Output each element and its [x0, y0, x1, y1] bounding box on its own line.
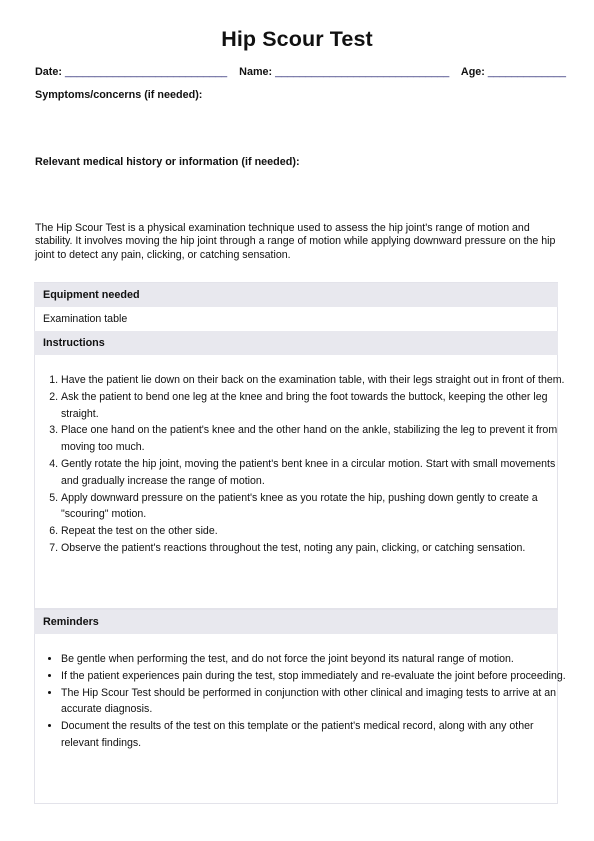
instruction-step: 5. Apply downward pressure on the patient's knee as you rotate the hip, pushing down gently to create a "scouring" motion.: [61, 490, 571, 524]
instruction-step: 2. Ask the patient to bend one leg at the knee and bring the foot towards the buttock, keeping the other leg straight.: [61, 389, 571, 423]
name-field[interactable]: _____________________________: [275, 66, 450, 78]
reminder-item: • The Hip Scour Test should be performed in conjunction with other clinical and imaging tests to arrive at an accurate diagnosis.: [61, 685, 571, 719]
instruction-step: 3. Place one hand on the patient's knee and the other hand on the ankle, stabilizing the leg to prevent it from moving too much.: [61, 422, 571, 456]
reminder-item: • Document the results of the test on this template or the patient's medical record, along with any other relevant findings.: [61, 718, 571, 752]
reminder-item: • If the patient experiences pain during the test, stop immediately and re-evaluate the joint before proceeding.: [61, 668, 571, 685]
instruction-step: 4. Gently rotate the hip joint, moving the patient's bent knee in a circular motion. Start with small movements and gradually increase the range of motion.: [61, 456, 571, 490]
intro-paragraph: The Hip Scour Test is a physical examination technique used to assess the hip joint's range of motion and stability. It involves moving the hip joint through a range of motion while applying downward pressure on the hip joint to detect any pain, clicking, or catching sensation.: [35, 222, 556, 261]
instruction-step: 6. Repeat the test on the other side.: [61, 523, 571, 540]
patient-info-fields: [35, 66, 565, 78]
age-field[interactable]: _____________: [487, 66, 566, 78]
reminder-item: • Be gentle when performing the test, and do not force the joint beyond its natural range of motion.: [61, 651, 571, 668]
instruction-step: 7. Observe the patient's reactions throughout the test, noting any pain, clicking, or catching sensation.: [61, 540, 571, 557]
symptoms-label: Symptoms/concerns (if needed):: [35, 89, 203, 101]
reminders-list: [34, 651, 571, 752]
instruction-step: 1. Have the patient lie down on their back on the examination table, with their legs straight out in front of them.: [61, 372, 571, 389]
page-title: Hip Scour Test: [221, 27, 373, 51]
date-field[interactable]: ___________________________: [65, 66, 228, 78]
reminders-header: Reminders: [34, 610, 558, 634]
medical-history-label: Relevant medical history or information (if needed):: [35, 156, 300, 168]
equipment-item: Examination table: [43, 313, 128, 325]
equipment-header: Equipment needed: [34, 283, 558, 307]
instructions-list: [34, 372, 571, 557]
instructions-header: Instructions: [34, 331, 558, 355]
age-label: Age:: [460, 66, 485, 78]
name-label: Name:: [239, 66, 273, 78]
date-label: Date:: [35, 66, 62, 78]
